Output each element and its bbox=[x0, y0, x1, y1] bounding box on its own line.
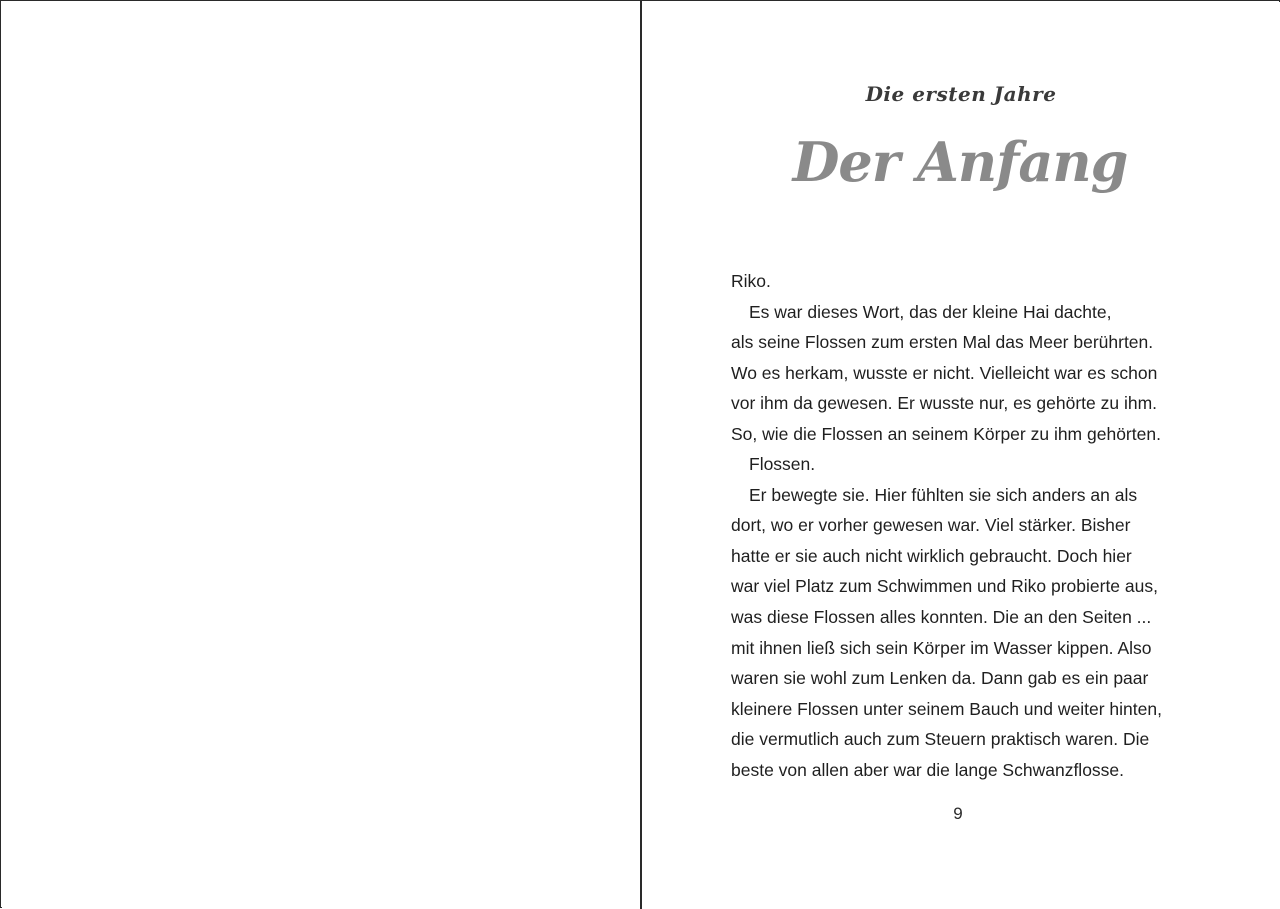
left-page bbox=[2, 2, 640, 908]
text-line: als seine Flossen zum ersten Mal das Meer berührten. bbox=[731, 332, 1154, 353]
body-text bbox=[731, 266, 1201, 785]
text-line: dort, wo er vorher gewesen war. Viel stärker. Bisher bbox=[731, 515, 1131, 536]
text-line: beste von allen aber war die lange Schwanzflosse. bbox=[731, 759, 1125, 780]
text-line: kleinere Flossen unter seinem Bauch und weiter hinten, bbox=[731, 698, 1162, 719]
text-line: war viel Platz zum Schwimmen und Riko probierte aus, bbox=[731, 576, 1158, 597]
text-line: Flossen. bbox=[749, 454, 816, 475]
text-line: Er bewegte sie. Hier fühlten sie sich anders an als bbox=[749, 484, 1138, 505]
text-line: die vermutlich auch zum Steuern praktisch waren. Die bbox=[731, 729, 1150, 750]
page-number: 9 bbox=[953, 804, 963, 823]
text-line: Es war dieses Wort, das der kleine Hai dachte, bbox=[749, 301, 1112, 322]
text-line: Riko. bbox=[731, 271, 771, 291]
section-heading: Die ersten Jahre bbox=[865, 82, 1057, 106]
text-line: hatte er sie auch nicht wirklich gebraucht. Doch hier bbox=[731, 545, 1132, 566]
chapter-title: Der Anfang bbox=[792, 130, 1128, 194]
text-line: was diese Flossen alles konnten. Die an den Seiten ... bbox=[731, 607, 1152, 628]
text-line: So, wie die Flossen an seinem Körper zu ihm gehörten. bbox=[731, 423, 1161, 444]
text-line: Wo es herkam, wusste er nicht. Vielleicht war es schon bbox=[731, 362, 1158, 383]
right-page bbox=[642, 2, 1280, 908]
text-line: waren sie wohl zum Lenken da. Dann gab es ein paar bbox=[731, 668, 1149, 689]
text-line: mit ihnen ließ sich sein Körper im Wasser kippen. Also bbox=[731, 637, 1152, 658]
text-line: vor ihm da gewesen. Er wusste nur, es gehörte zu ihm. bbox=[731, 393, 1158, 414]
